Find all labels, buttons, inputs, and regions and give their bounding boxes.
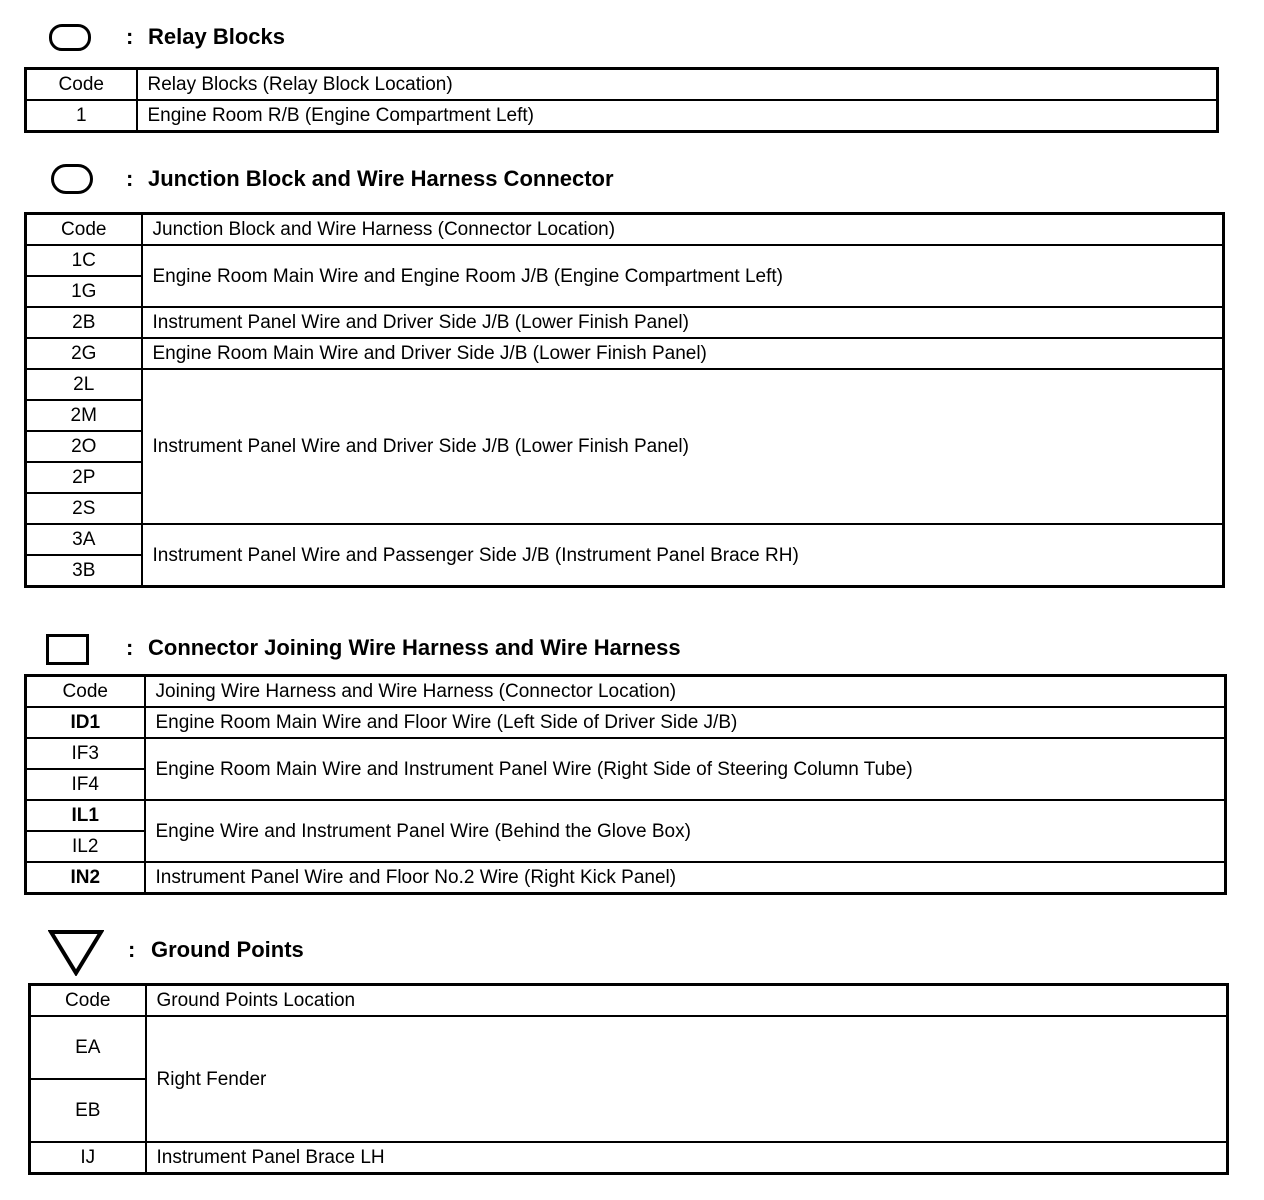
location-header: Relay Blocks (Relay Block Location): [137, 69, 1218, 101]
location-cell: Instrument Panel Wire and Passenger Side J/B (Instrument Panel Brace RH): [142, 524, 1224, 587]
location-cell: Engine Room Main Wire and Floor Wire (Left Side of Driver Side J/B): [145, 707, 1226, 738]
relay-block-icon: [49, 24, 91, 51]
code-header: Code: [26, 69, 137, 101]
table-row: [26, 338, 1224, 369]
junction-block-header: [0, 158, 1264, 202]
location-cell: Engine Room Main Wire and Instrument Panel Wire (Right Side of Steering Column Tube): [145, 738, 1226, 800]
table-row: [26, 307, 1224, 338]
code-cell: 3B: [26, 555, 142, 587]
junction-block-icon: [51, 164, 93, 194]
relay-blocks-colon: :: [126, 24, 134, 49]
table-row: [30, 1016, 1228, 1079]
location-cell: Engine Wire and Instrument Panel Wire (Behind the Glove Box): [145, 800, 1226, 862]
code-cell: IF3: [26, 738, 145, 769]
relay-blocks-title: Relay Blocks: [148, 24, 285, 49]
code-cell: 2M: [26, 400, 142, 431]
relay-blocks-header: [0, 18, 1264, 62]
table-header-row: [26, 676, 1226, 708]
code-cell: IL1: [26, 800, 145, 831]
location-header: Joining Wire Harness and Wire Harness (Connector Location): [145, 676, 1226, 708]
junction-block-colon: :: [126, 166, 134, 191]
code-cell: EA: [30, 1016, 146, 1079]
location-header: Ground Points Location: [146, 985, 1228, 1017]
connector-joining-title: Connector Joining Wire Harness and Wire Harness: [148, 635, 681, 660]
connector-rectangle-icon: [46, 634, 89, 665]
ground-points-colon: :: [128, 937, 136, 962]
location-cell: Instrument Panel Wire and Driver Side J/B (Lower Finish Panel): [142, 307, 1224, 338]
code-cell: 1G: [26, 276, 142, 307]
code-cell: 2L: [26, 369, 142, 400]
code-cell: EB: [30, 1079, 146, 1142]
location-cell: Instrument Panel Brace LH: [146, 1142, 1228, 1174]
location-cell: Engine Room Main Wire and Engine Room J/B (Engine Compartment Left): [142, 245, 1224, 307]
code-header: Code: [26, 214, 142, 246]
code-cell: 2S: [26, 493, 142, 524]
code-header: Code: [26, 676, 145, 708]
code-cell: IN2: [26, 862, 145, 894]
table-row: [26, 100, 1218, 132]
connector-joining-header: [0, 626, 1264, 670]
code-cell: IL2: [26, 831, 145, 862]
code-cell: 2B: [26, 307, 142, 338]
relay-blocks-table: [24, 67, 1219, 133]
connector-joining-table: [24, 674, 1227, 895]
location-header: Junction Block and Wire Harness (Connector Location): [142, 214, 1224, 246]
ground-triangle-icon: [48, 928, 104, 976]
table-row: [26, 707, 1226, 738]
table-row: [26, 245, 1224, 276]
junction-block-title: Junction Block and Wire Harness Connector: [148, 166, 614, 191]
code-cell: 1C: [26, 245, 142, 276]
location-cell: Right Fender: [146, 1016, 1228, 1142]
code-cell: 3A: [26, 524, 142, 555]
code-cell: 1: [26, 100, 137, 132]
table-row: [26, 738, 1226, 769]
ground-points-table: [28, 983, 1229, 1175]
code-cell: 2P: [26, 462, 142, 493]
code-header: Code: [30, 985, 146, 1017]
code-cell: IJ: [30, 1142, 146, 1174]
location-cell: Engine Room Main Wire and Driver Side J/B (Lower Finish Panel): [142, 338, 1224, 369]
table-row: [26, 862, 1226, 894]
ground-points-title: Ground Points: [151, 937, 304, 962]
table-row: [26, 369, 1224, 400]
table-header-row: [30, 985, 1228, 1017]
junction-block-table: [24, 212, 1225, 588]
code-cell: 2G: [26, 338, 142, 369]
table-row: [26, 524, 1224, 555]
code-cell: IF4: [26, 769, 145, 800]
connector-joining-colon: :: [126, 635, 134, 660]
table-row: [30, 1142, 1228, 1174]
code-cell: 2O: [26, 431, 142, 462]
table-header-row: [26, 69, 1218, 101]
code-cell: ID1: [26, 707, 145, 738]
location-cell: Instrument Panel Wire and Driver Side J/B (Lower Finish Panel): [142, 369, 1224, 524]
location-cell: Engine Room R/B (Engine Compartment Left): [137, 100, 1218, 132]
table-row: [26, 800, 1226, 831]
location-cell: Instrument Panel Wire and Floor No.2 Wire (Right Kick Panel): [145, 862, 1226, 894]
ground-points-header: [0, 928, 1264, 972]
table-header-row: [26, 214, 1224, 246]
